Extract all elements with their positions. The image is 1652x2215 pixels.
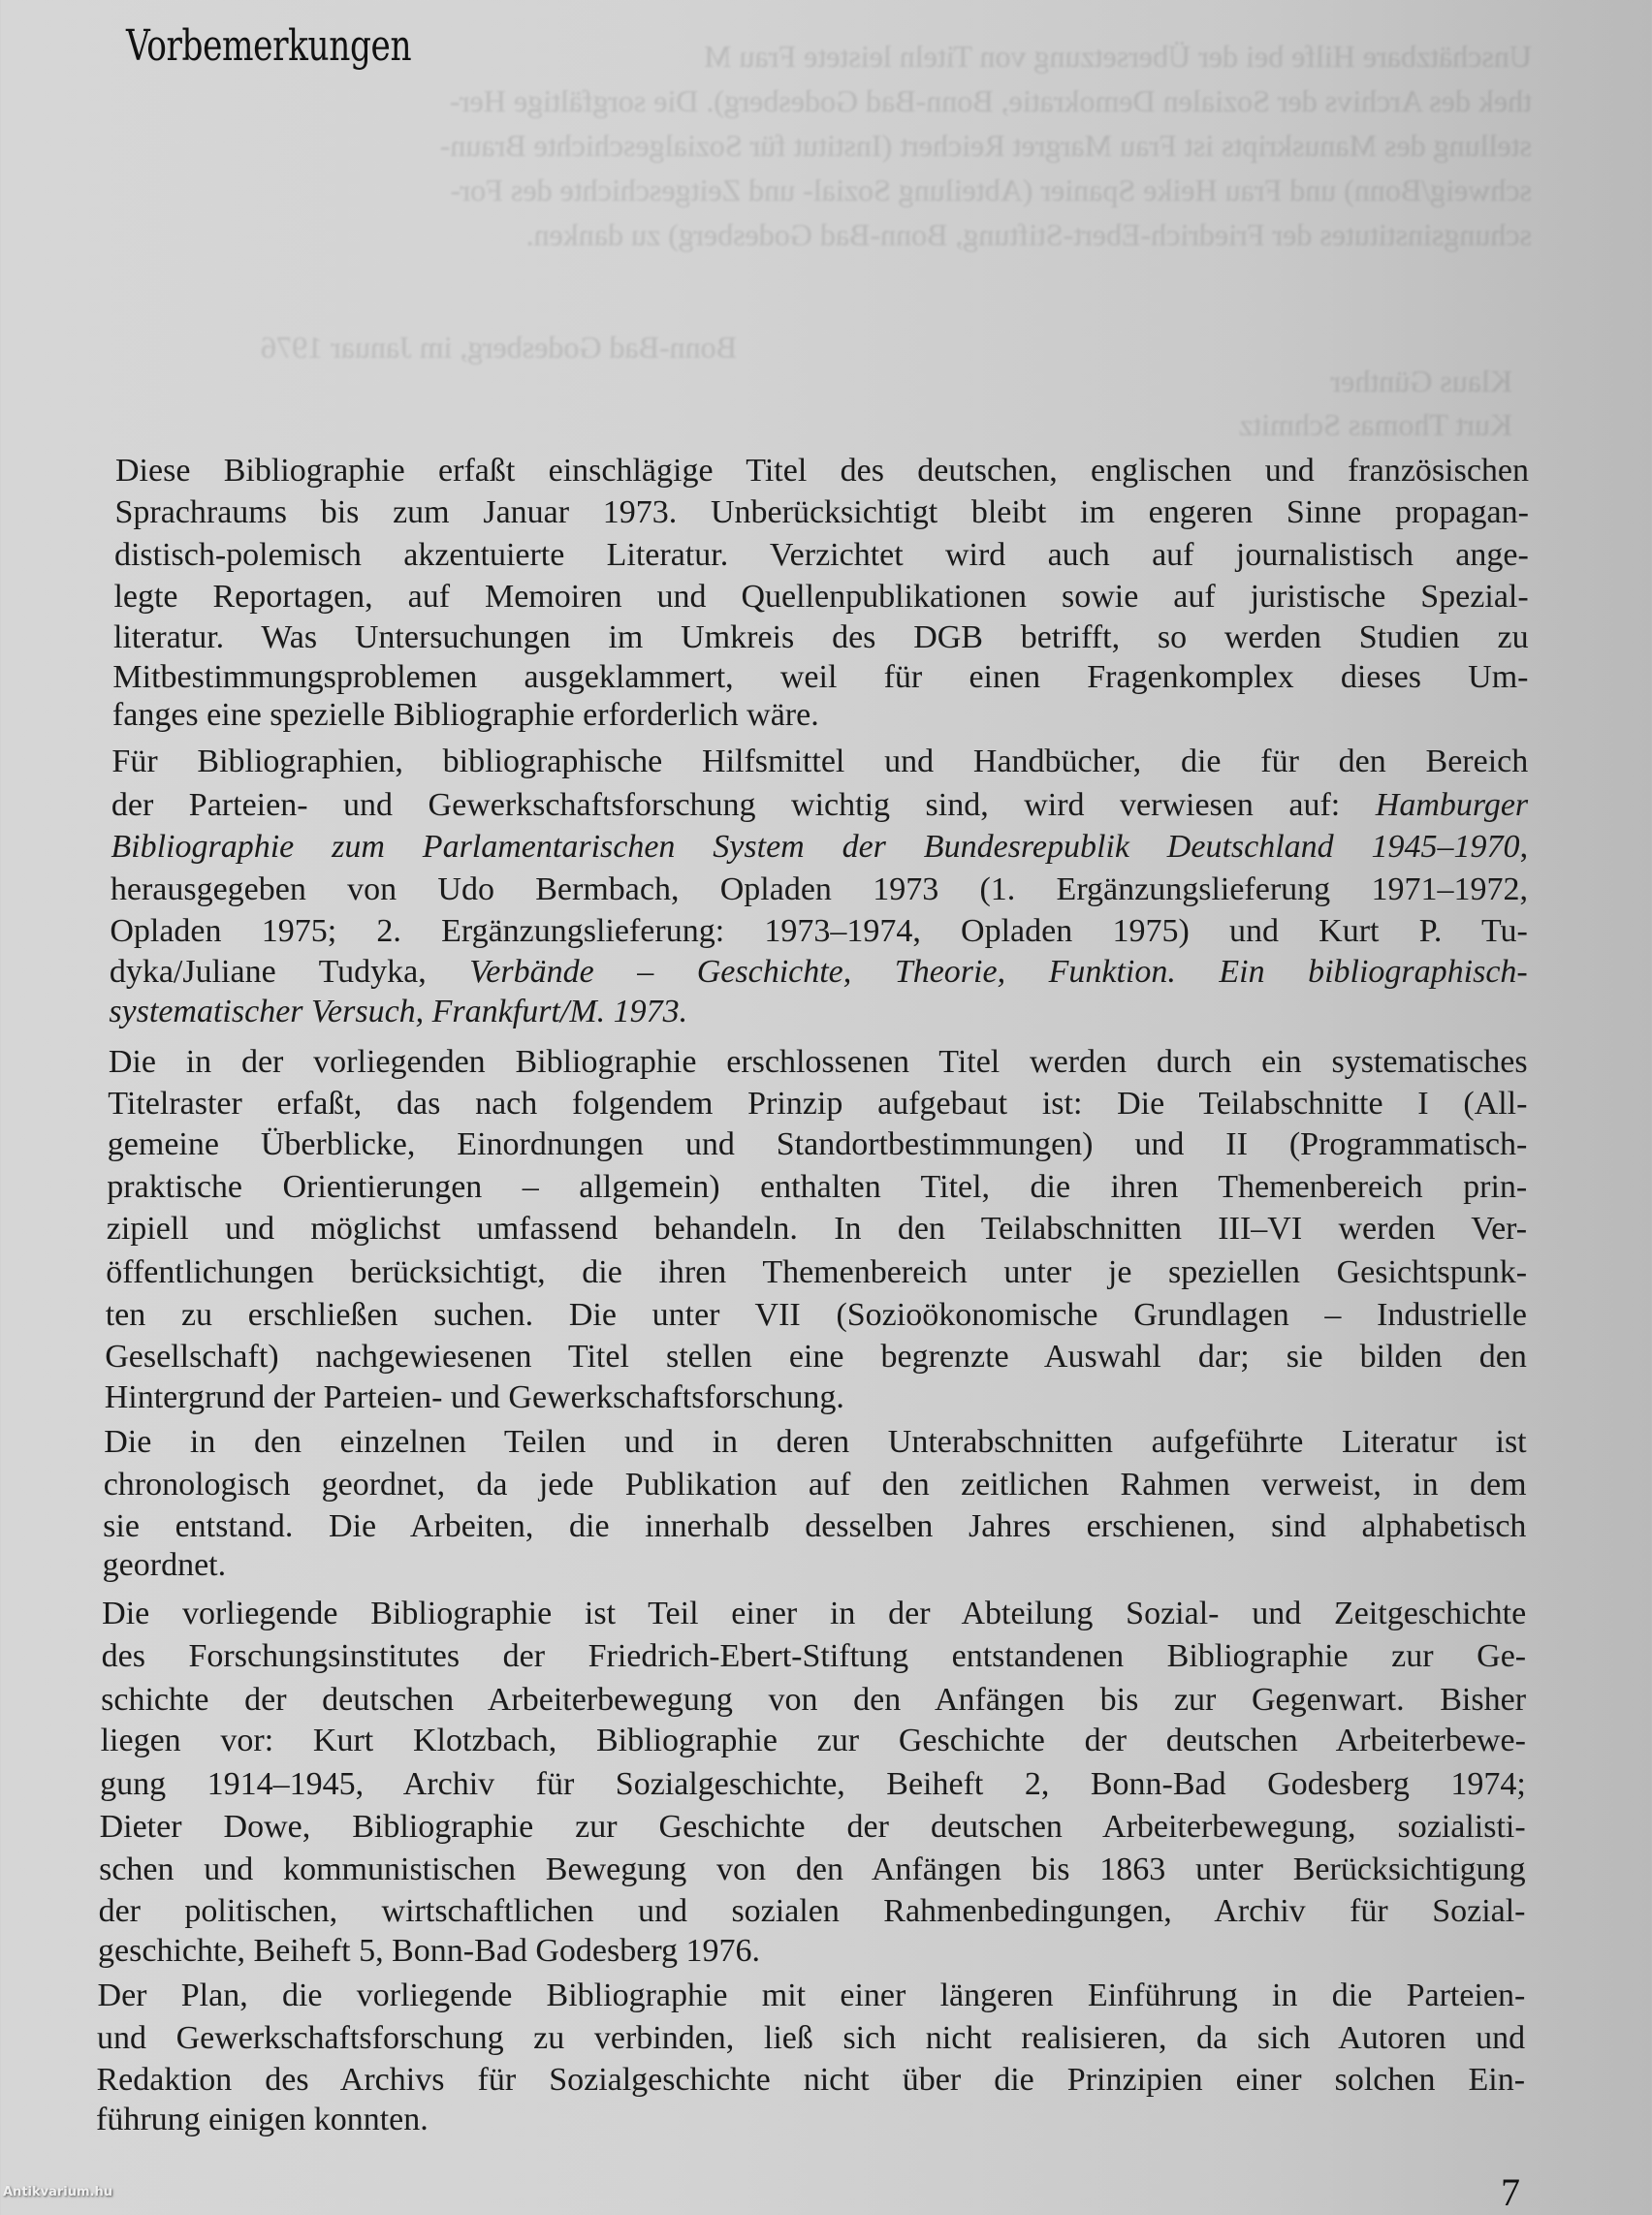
text-segment: Redaktion des Archivs für Sozialgeschichte nicht über die Prinzipien einer solchen Ein-: [96, 2062, 1526, 2099]
text-line: [103, 1507, 1526, 1546]
text-segment: Titelraster erfaßt, das nach folgendem Prinzip aufgebaut ist: Die Teilabschnitte I (All-: [108, 1086, 1528, 1123]
text-line: [106, 1296, 1527, 1335]
text-segment: sie entstand. Die Arbeiten, die innerhalb desselben Jahres erschienen, sind alphabetisch: [103, 1508, 1527, 1545]
text-segment: führung einigen konnten.: [96, 2101, 429, 2137]
text-line: [113, 578, 1528, 617]
text-line: [100, 1808, 1526, 1847]
text-line: [101, 1722, 1526, 1760]
text-line: [107, 1168, 1527, 1207]
text-line: [99, 1851, 1526, 1889]
text-segment: Hintergrund der Parteien- und Gewerkschaftsforschung.: [104, 1379, 844, 1416]
text-line: [110, 953, 1528, 992]
text-line: [107, 1210, 1527, 1249]
text-line: [100, 1765, 1526, 1804]
text-segment: Sprachraums bis zum Januar 1973. Unberücksichtigt bleibt im engeren Sinne propagan-: [114, 494, 1529, 531]
text-line: [102, 1637, 1526, 1676]
bleed-through-line: Bonn-Bad Godesberg, im Januar 1976: [261, 330, 737, 364]
text-line: [97, 2061, 1526, 2100]
text-segment: praktische Orientierungen – allgemein) enthalten Titel, die ihren Themenbereich prin-: [107, 1168, 1528, 1205]
text-line: [110, 912, 1528, 951]
text-line: [105, 1378, 1527, 1417]
text-segment: gemeine Überblicke, Einordnungen und Standortbestimmungen) und II (Programmatisch-: [107, 1126, 1528, 1163]
text-segment: schen und kommunistischen Bewegung von den Anfängen bis 1863 unter Berücksichtigung: [99, 1851, 1526, 1887]
text-line: [101, 1681, 1526, 1720]
text-line: [111, 870, 1528, 909]
text-segment: Mitbestimmungsproblemen ausgeklammert, weil für einen Fragenkomplex dieses Um-: [112, 658, 1529, 695]
text-segment: fanges eine spezielle Bibliographie erforderlich wäre.: [111, 696, 819, 733]
text-line: [115, 452, 1529, 490]
text-line: [108, 1125, 1528, 1164]
text-segment: Die in den einzelnen Teilen und in deren Unterabschnitten aufgeführte Literatur ist: [104, 1424, 1527, 1461]
text-segment: geordnet.: [102, 1546, 227, 1583]
text-segment: literatur. Was Untersuchungen im Umkreis des DGB betrifft, so werden Studien zu: [112, 619, 1529, 656]
text-line: [114, 536, 1529, 575]
text-segment: zipiell und möglichst umfassend behandeln. In den Teilabschnitten III–VI werden Ver-: [106, 1211, 1528, 1248]
text-segment: dyka/Juliane Tudyka,: [109, 954, 470, 991]
bleed-through-line: thek des Archivs der Sozialen Demokratie, Bonn-Bad Godesberg). Die sorgfältige Her-: [449, 83, 1532, 118]
text-line: [103, 1546, 1527, 1585]
text-segment: chronologisch geordnet, da jede Publikation auf den zeitlichen Rahmen verweist, in dem: [103, 1466, 1527, 1503]
bleed-through-line: schweig/Bonn) und Frau Heike Spanier (Abteilung Sozial- und Zeitgeschichte des For-: [450, 173, 1532, 207]
text-segment: und Gewerkschaftsforschung zu verbinden, ließ sich nicht realisieren, da sich Autoren und: [97, 2019, 1526, 2056]
text-line: [112, 658, 1528, 697]
text-line: [102, 1595, 1526, 1633]
text-segment: gung 1914–1945, Archiv für Sozialgeschichte, Beiheft 2, Bonn-Bad Godesberg 1974;: [100, 1765, 1526, 1802]
text-line: [105, 1338, 1527, 1376]
text-line: [111, 828, 1528, 867]
text-segment: Die in der vorliegenden Bibliographie erschlossenen Titel werden durch ein systematisches: [108, 1043, 1528, 1080]
text-line: [99, 1892, 1526, 1931]
text-line: [98, 1977, 1526, 2015]
text-segment: ,: [1519, 829, 1529, 866]
text-segment: herausgegeben von Udo Bermbach, Opladen 1973 (1. Ergänzungslieferung 1971–1972,: [110, 870, 1528, 907]
text-line: [97, 2019, 1525, 2058]
text-segment: legte Reportagen, auf Memoiren und Quellenpublikationen sowie auf juristische Spezial-: [113, 579, 1529, 616]
italic-title-text: Verbände – Geschichte, Theorie, Funktion. Ein bibliographisch-: [469, 954, 1528, 991]
text-segment: Dieter Dowe, Bibliographie zur Geschichte der deutschen Arbeiterbewegung, sozialisti-: [99, 1809, 1526, 1846]
page-heading: Vorbemerkungen: [126, 21, 412, 71]
text-segment: geschichte, Beiheft 5, Bonn-Bad Godesberg 1976.: [98, 1933, 761, 1969]
watermark-logo: Antikvarium.hu: [3, 2185, 112, 2199]
text-line: [111, 743, 1528, 781]
page-number: 7: [1501, 2170, 1520, 2214]
bleed-through-line: Kurt Thomas Schmitz: [1238, 407, 1512, 442]
bleed-through-line: Klaus Günther: [1330, 364, 1512, 398]
text-segment: Die vorliegende Bibliographie ist Teil einer in der Abteilung Sozial- und Zeitgeschichte: [102, 1596, 1527, 1632]
text-line: [111, 786, 1528, 825]
text-line: [112, 696, 1528, 735]
italic-title-text: Bibliographie zum Parlamentarischen System der Bundesrepublik Deutschland 1945–1970: [111, 829, 1520, 866]
text-line: [108, 1085, 1527, 1123]
text-line: [106, 1253, 1527, 1292]
text-segment: Gesellschaft) nachgewiesenen Titel stellen eine begrenzte Auswahl dar; sie bilden den: [105, 1339, 1527, 1376]
italic-title-text: systematischer Versuch, Frankfurt/M. 1973.: [109, 993, 688, 1029]
text-line: [104, 1466, 1527, 1504]
text-line: [104, 1423, 1526, 1462]
text-segment: des Forschungsinstitutes der Friedrich-Ebert-Stiftung entstandenen Bibliographie zur Ge-: [101, 1637, 1527, 1674]
text-line: [113, 618, 1529, 657]
text-segment: distisch-polemisch akzentuierte Literatur. Verzichtet wird auch auf journalistisch ange-: [113, 536, 1529, 573]
text-line: [98, 1932, 1525, 1971]
text-line: [96, 2101, 1525, 2139]
text-segment: Für Bibliographien, bibliographische Hilfsmittel und Handbücher, die für den Bereich: [111, 743, 1529, 779]
text-segment: der Parteien- und Gewerkschaftsforschung wichtig sind, wird verwiesen auf:: [111, 786, 1376, 823]
bleed-through-line: schungsinstitutes der Friedrich-Ebert-Stiftung, Bonn-Bad Godesberg) zu danken.: [525, 217, 1532, 252]
text-segment: öffentlichungen berücksichtigt, die ihren Themenbereich unter je speziellen Gesichtspunk-: [106, 1254, 1528, 1291]
italic-title-text: Hamburger: [1375, 786, 1529, 823]
bleed-through-line: Unschätzbare Hilfe bei der Übersetzung von Titeln leistete Frau M: [704, 39, 1532, 74]
text-segment: Der Plan, die vorliegende Bibliographie mit einer längeren Einführung in die Parteien-: [97, 1978, 1526, 2014]
text-segment: liegen vor: Kurt Klotzbach, Bibliographie zur Geschichte der deutschen Arbeiterbewe-: [100, 1722, 1526, 1758]
text-segment: schichte der deutschen Arbeiterbewegung von den Anfängen bis zur Gegenwart. Bisher: [101, 1681, 1527, 1718]
text-line: [109, 993, 1527, 1031]
text-segment: Diese Bibliographie erfaßt einschlägige Titel des deutschen, englischen und französischen: [115, 452, 1529, 489]
text-segment: der politischen, wirtschaftlichen und sozialen Rahmenbedingungen, Archiv für Sozial-: [98, 1893, 1526, 1930]
text-segment: Opladen 1975; 2. Ergänzungslieferung: 1973–1974, Opladen 1975) und Kurt P. Tu-: [110, 913, 1528, 950]
text-line: [109, 1043, 1528, 1082]
text-line: [114, 493, 1528, 532]
bleed-through-line: stellung des Manuskripts ist Frau Margret Reichert (Institut für Sozialgeschichte Braun-: [439, 128, 1532, 163]
text-segment: ten zu erschließen suchen. Die unter VII (Sozioökonomische Grundlagen – Industrielle: [105, 1296, 1527, 1333]
